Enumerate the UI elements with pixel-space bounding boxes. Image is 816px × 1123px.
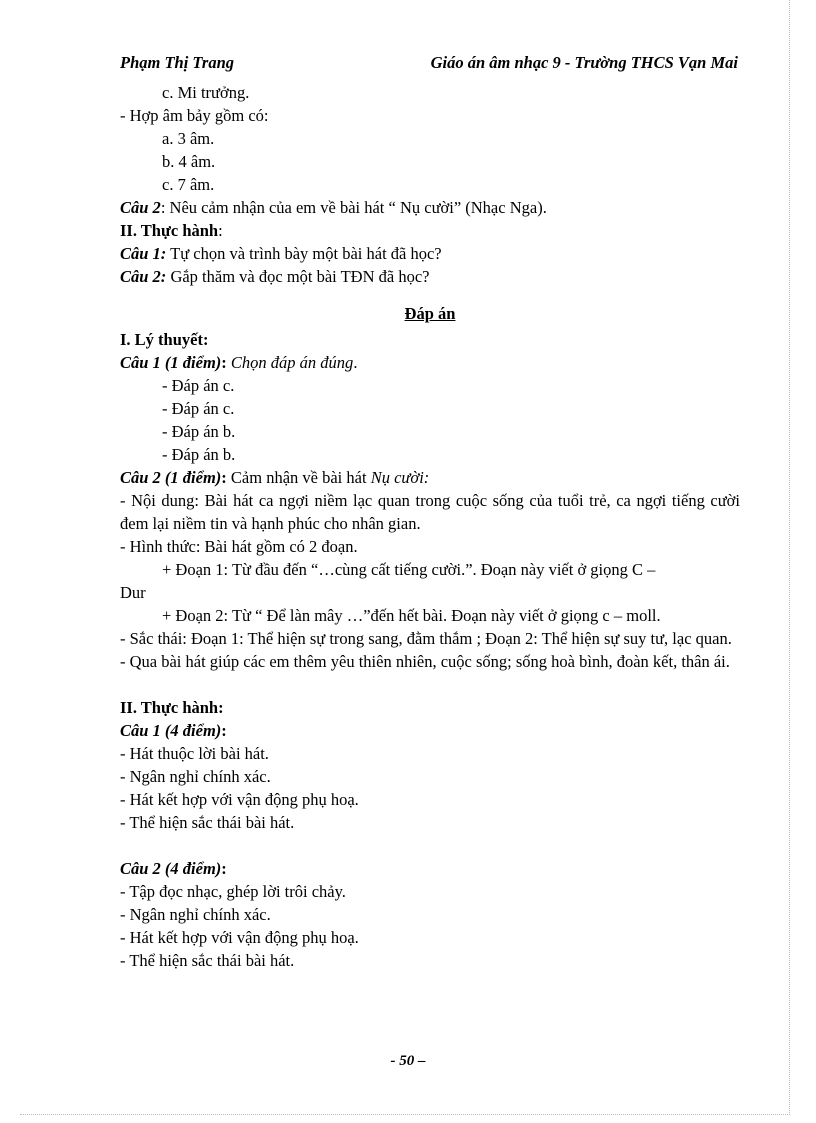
answer-q2-line — [120, 466, 740, 489]
option-line: b. 4 âm. — [162, 152, 216, 171]
part-2-line: + Đoạn 2: Từ “ Để làn mây …”đến hết bài. Đoạn này viết ở giọng c – moll. — [162, 606, 661, 625]
answer-label: Câu 1 (1 điểm) — [120, 353, 222, 372]
content-paragraph: - Nội dung: Bài hát ca ngợi niềm lạc quan trong cuộc sống của tuổi trẻ, ca ngợi tiếng cười đem lại niềm tin và hạnh phúc cho nhân gian. — [120, 491, 740, 533]
label-colon: : — [221, 859, 227, 878]
answer-item: - Đáp án b. — [162, 445, 236, 464]
criteria-item: - Ngân nghỉ chính xác. — [120, 905, 271, 924]
option-line: a. 3 âm. — [162, 129, 215, 148]
label-colon: : — [221, 468, 231, 487]
criteria-item: - Thể hiện sắc thái bài hát. — [120, 813, 295, 832]
period: . — [353, 353, 358, 372]
answer-q1-line — [120, 351, 740, 374]
label-colon: : — [221, 353, 231, 372]
part-1-continuation: Dur — [120, 583, 146, 602]
practice-answer-heading: II. Thực hành: — [120, 698, 224, 717]
criteria-item: - Ngân nghỉ chính xác. — [120, 767, 271, 786]
section-heading: II. Thực hành — [120, 221, 219, 240]
criteria-item: - Hát thuộc lời bài hát. — [120, 744, 269, 763]
answer-label: Câu 2 (4 điểm) — [120, 859, 222, 878]
form-line: - Hình thức: Bài hát gồm có 2 đoạn. — [120, 537, 358, 556]
answer-label: Câu 2 (1 điểm) — [120, 468, 222, 487]
question-line: - Hợp âm bảy gồm có: — [120, 106, 269, 125]
answer-instruction: Chọn đáp án đúng — [230, 353, 354, 372]
header-title: Giáo án âm nhạc 9 - Trường THCS Vạn Mai — [430, 53, 738, 72]
answer-item: - Đáp án c. — [162, 399, 235, 418]
criteria-item: - Hát kết hợp với vận động phụ hoạ. — [120, 790, 359, 809]
option-line: c. Mi trưởng. — [162, 83, 250, 102]
question-label: Câu 2 — [120, 198, 161, 217]
answer-instruction: Cảm nhận về bài hát — [230, 468, 371, 487]
page-border-bottom — [20, 1114, 790, 1115]
practice-answer-q2 — [120, 857, 740, 880]
page-header — [120, 53, 738, 75]
question-text: Tự chọn và trình bày một bài hát đã học? — [166, 244, 442, 263]
option-line: c. 7 âm. — [162, 175, 215, 194]
answer-item: - Đáp án c. — [162, 376, 235, 395]
theory-heading: I. Lý thuyết: — [120, 330, 209, 349]
question-text: : Nêu cảm nhận của em về bài hát “ Nụ cười” (Nhạc Nga). — [160, 198, 547, 217]
answer-label: Câu 1 (4 điểm) — [120, 721, 222, 740]
question-label: Câu 1: — [120, 244, 167, 263]
practice-question-2 — [120, 265, 740, 288]
page-number: - 50 – — [390, 1053, 426, 1069]
practice-heading — [120, 219, 740, 242]
practice-answer-q1 — [120, 719, 740, 742]
answer-title-line — [120, 302, 740, 328]
answer-title: Đáp án — [404, 304, 456, 323]
label-colon: : — [221, 721, 227, 740]
page-border-right — [789, 0, 790, 1115]
practice-question-1 — [120, 242, 740, 265]
criteria-item: - Tập đọc nhạc, ghép lời trôi chảy. — [120, 882, 346, 901]
part-1-line: + Đoạn 1: Từ đầu đến “…cùng cất tiếng cười.”. Đoạn này viết ở giọng C – — [162, 560, 656, 579]
criteria-item: - Thể hiện sắc thái bài hát. — [120, 951, 295, 970]
song-title: Nụ cười: — [370, 468, 430, 487]
heading-colon: : — [218, 221, 223, 240]
nuance-paragraph: - Sắc thái: Đoạn 1: Thể hiện sự trong sang, đằm thắm ; Đoạn 2: Thể hiện sự suy tư, lạc quan. — [120, 629, 732, 648]
question-text: Gắp thăm và đọc một bài TĐN đã học? — [166, 267, 430, 286]
question-label: Câu 2: — [120, 267, 167, 286]
question-2-line — [120, 196, 740, 219]
answer-item: - Đáp án b. — [162, 422, 236, 441]
header-author: Phạm Thị Trang — [120, 53, 234, 72]
message-paragraph: - Qua bài hát giúp các em thêm yêu thiên nhiên, cuộc sống; sống hoà bình, đoàn kết, thân ái. — [120, 652, 730, 671]
document-body — [120, 81, 740, 972]
criteria-item: - Hát kết hợp với vận động phụ hoạ. — [120, 928, 359, 947]
